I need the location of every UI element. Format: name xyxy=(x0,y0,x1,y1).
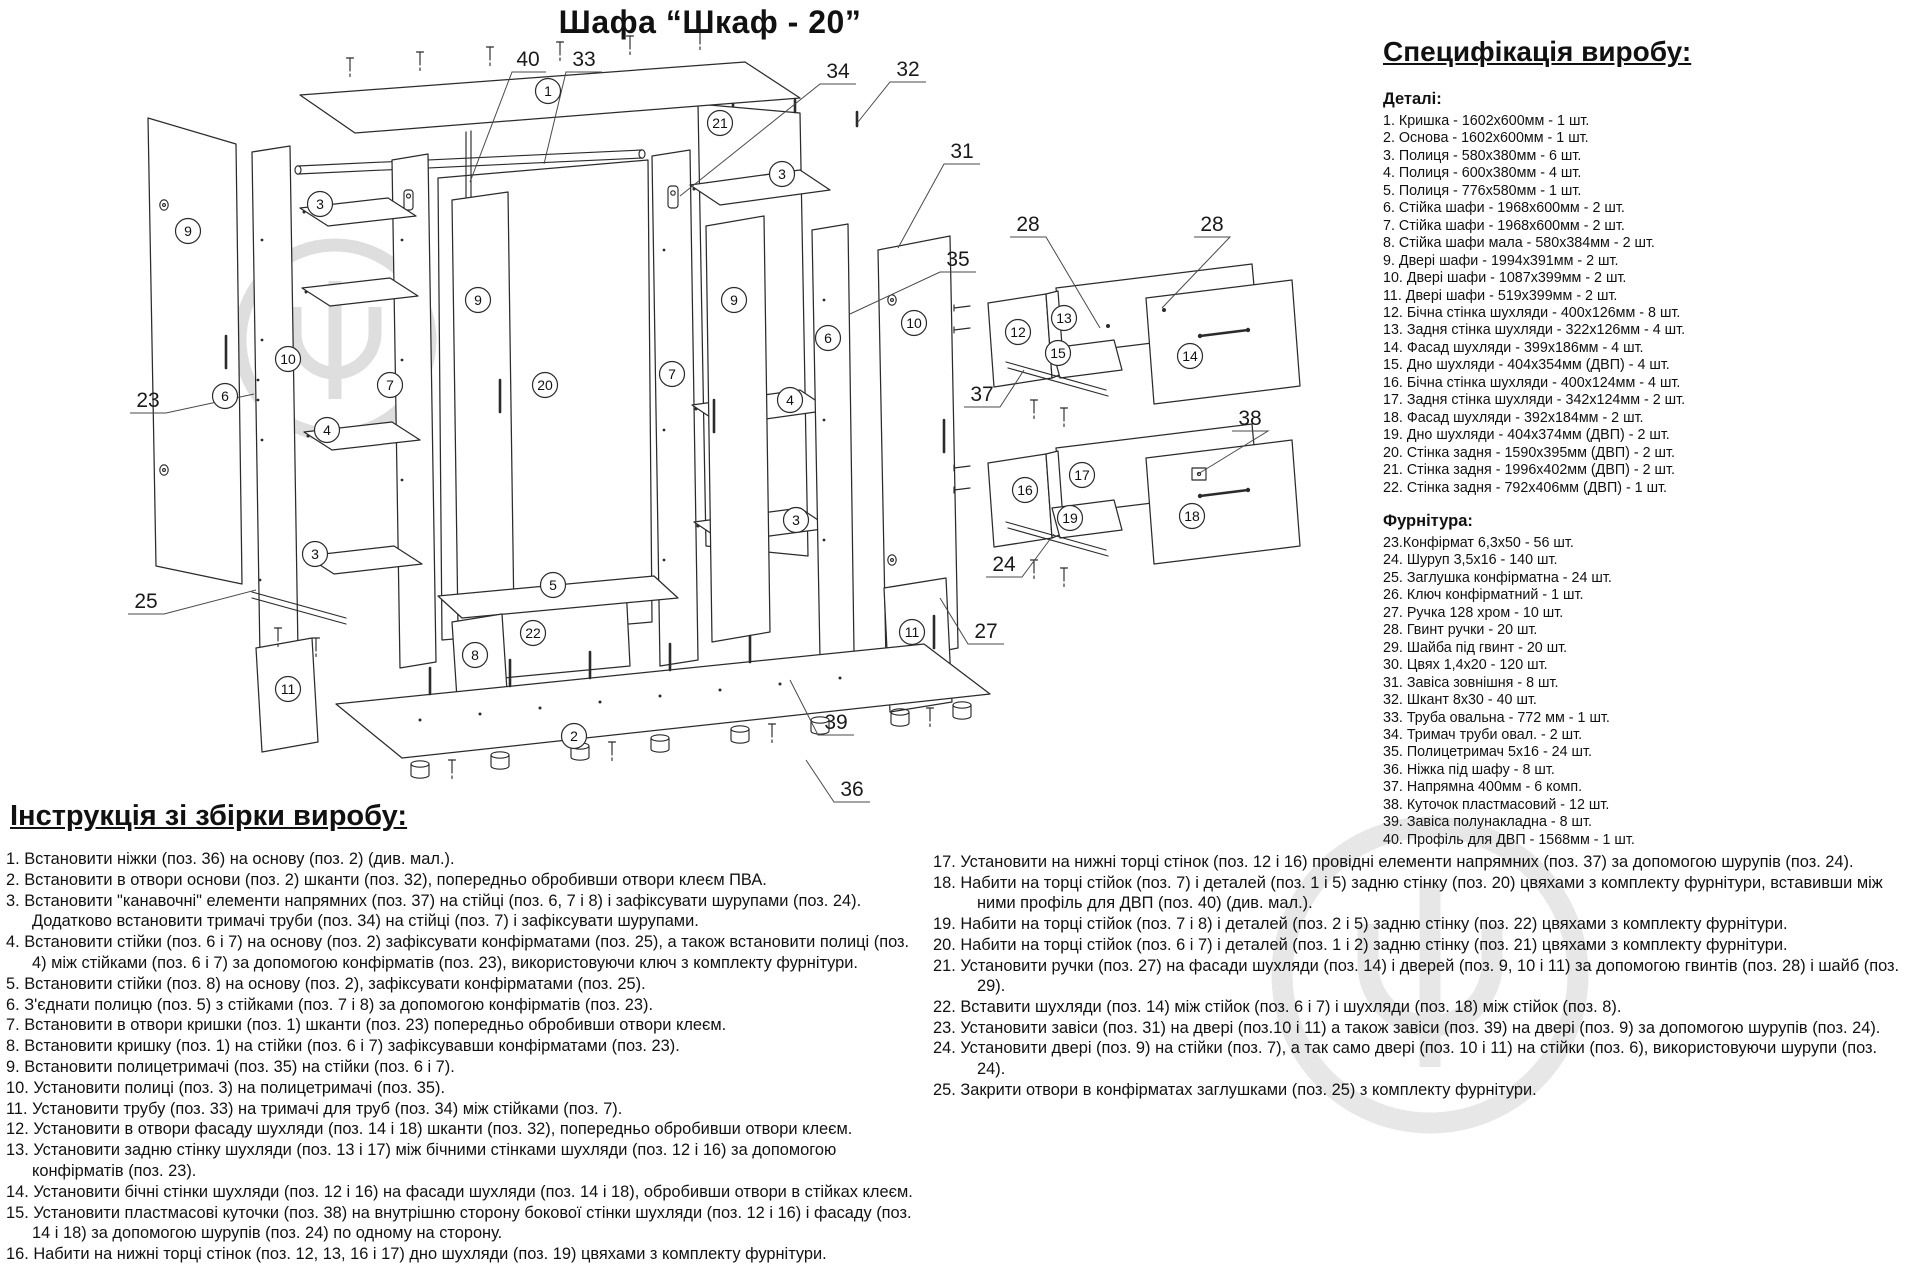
svg-text:14: 14 xyxy=(1182,348,1198,364)
spec-detail-item: 11. Двері шафи - 519х399мм - 2 шт. xyxy=(1383,287,1618,304)
svg-text:21: 21 xyxy=(712,115,728,131)
callout-label: 28 xyxy=(1200,213,1224,236)
svg-text:7: 7 xyxy=(386,377,394,393)
part-marker xyxy=(521,621,546,646)
part-marker xyxy=(276,677,301,702)
callout-label: 40 xyxy=(516,48,540,71)
spec-detail-item: 22. Стінка задня - 792х406мм (ДВП) - 1 шт. xyxy=(1383,479,1668,496)
stanchion-panel xyxy=(392,154,436,668)
svg-text:8: 8 xyxy=(471,647,479,663)
svg-text:3: 3 xyxy=(792,512,800,528)
spec-detail-item: 15. Дно шухляди - 404х354мм (ДВП) - 4 шт. xyxy=(1383,357,1670,374)
instruction-item: 10. Установити полиці (поз. 3) на полицетримачі (поз. 35). xyxy=(6,1078,445,1097)
spec-hardware-item: 33. Труба овальна - 772 мм - 1 шт. xyxy=(1383,709,1610,726)
callout-label: 39 xyxy=(824,711,848,734)
instruction-item: 1. Встановити ніжки (поз. 36) на основу (поз. 2) (див. мал.). xyxy=(6,850,455,868)
spec-detail-item: 5. Полиця - 776х580мм - 1 шт. xyxy=(1383,182,1582,199)
stanchion-panel xyxy=(252,146,298,658)
spec-detail-item: 1. Кришка - 1602х600мм - 1 шт. xyxy=(1383,113,1590,129)
part-marker xyxy=(660,362,685,387)
callout-label: 36 xyxy=(840,778,864,801)
instruction-item: 9. Встановити полицетримачі (поз. 35) на стійки (поз. 6 і 7). xyxy=(6,1057,455,1076)
svg-text:7: 7 xyxy=(668,366,676,382)
stanchion-panel xyxy=(812,224,854,658)
svg-text:18: 18 xyxy=(1184,508,1200,524)
spec-hardware-item: 23.Конфірмат 6,3х50 - 56 шт. xyxy=(1383,534,1574,551)
part-marker xyxy=(176,219,201,244)
part-marker xyxy=(1070,463,1095,488)
svg-text:15: 15 xyxy=(1050,345,1066,361)
instruction-item: 11. Установити трубу (поз. 33) на тримачі для труб (поз. 34) між стійками (поз. 7). xyxy=(6,1099,623,1118)
callout-label: 34 xyxy=(826,60,850,83)
spec-hardware-item: 32. Шкант 8х30 - 40 шт. xyxy=(1383,692,1537,709)
instruction-item: 3. Встановити "канавочні" елементи напрямних (поз. 37) на стійці (поз. 6, 7 і 8) і зафіксувати шурупами (поз. 24). Додатково встановити тримачі труби (поз. 34) на стійці (поз. 7) і зафіксувати шурупами. xyxy=(6,891,862,931)
spec-hardware-item: 28. Гвинт ручки - 20 шт. xyxy=(1383,622,1538,639)
hardware-list xyxy=(1383,535,1903,849)
spec-hardware-item: 27. Ручка 128 хром - 10 шт. xyxy=(1383,604,1564,621)
instruction-item: 23. Установити завіси (поз. 31) на двері (поз.10 і 11) а також завіси (поз. 39) на двері (поз. 9) за допомогою шурупів (поз. 24). xyxy=(933,1018,1881,1037)
instructions-right-column xyxy=(933,852,1901,1100)
part-marker xyxy=(308,192,333,217)
wardrobe-drawing xyxy=(148,31,990,779)
instruction-item: 18. Набити на торці стійок (поз. 7) і деталей (поз. 1 і 5) задню стінку (поз. 20) цвяхами з комплекту фурнітури, вставивши між ними профіль для ДВП (поз. 40) (див. мал.). xyxy=(933,873,1883,913)
spec-hardware-item: 29. Шайба під гвинт - 20 шт. xyxy=(1383,639,1568,656)
spec-hardware-item: 34. Тримач труби овал. - 2 шт. xyxy=(1383,726,1583,743)
callout-label: 31 xyxy=(950,140,974,163)
screw-icon xyxy=(954,465,970,493)
svg-text:9: 9 xyxy=(184,223,192,239)
spec-detail-item: 20. Стінка задня - 1590х395мм (ДВП) - 2 шт. xyxy=(1383,444,1675,461)
svg-text:3: 3 xyxy=(316,196,324,212)
spec-hardware-item: 25. Заглушка конфірматна - 24 шт. xyxy=(1383,569,1612,586)
spec-detail-item: 16. Бічна стінка шухляди - 400х124мм - 4 шт. xyxy=(1383,374,1681,391)
svg-text:19: 19 xyxy=(1062,510,1078,526)
spec-hardware-item: 30. Цвях 1,4х20 - 120 шт. xyxy=(1383,657,1548,674)
spec-hardware-item: 36. Ніжка під шафу - 8 шт. xyxy=(1383,761,1555,778)
part-marker xyxy=(708,111,733,136)
svg-text:3: 3 xyxy=(311,546,319,562)
callout-label: 33 xyxy=(572,48,596,71)
spec-detail-item: 2. Основа - 1602х600мм - 1 шт. xyxy=(1383,130,1589,147)
spec-detail-item: 19. Дно шухляди - 404х374мм (ДВП) - 2 шт. xyxy=(1383,427,1670,444)
spec-detail-item: 21. Стінка задня - 1996х402мм (ДВП) - 2 шт. xyxy=(1383,462,1675,479)
spec-detail-item: 8. Стійка шафи мала - 580х384мм - 2 шт. xyxy=(1383,235,1655,252)
page-title: Шафа “Шкаф - 20” xyxy=(558,4,862,40)
drawer-facade xyxy=(1146,280,1300,404)
svg-text:6: 6 xyxy=(221,388,229,404)
instruction-item: 7. Встановити в отвори кришки (поз. 1) шканти (поз. 23) попередньо обробивши отвори клеєм. xyxy=(6,1016,727,1035)
specification-heading: Специфікація виробу: xyxy=(1383,36,1692,67)
svg-text:4: 4 xyxy=(323,422,331,438)
svg-text:9: 9 xyxy=(730,292,738,308)
svg-text:13: 13 xyxy=(1056,310,1072,326)
svg-text:10: 10 xyxy=(906,315,922,331)
door-panel xyxy=(706,216,770,642)
instruction-item: 2. Встановити в отвори основи (поз. 2) шканти (поз. 32), попередньо обробивши отвори клеєм ПВА. xyxy=(6,870,767,889)
instruction-item: 14. Установити бічні стінки шухляди (поз. 12 і 16) на фасади шухляди (поз. 14 і 18), обробивши отвори в стійках клеєм. xyxy=(6,1182,913,1201)
svg-text:22: 22 xyxy=(525,625,541,641)
spec-detail-item: 17. Задня стінка шухляди - 342х124мм - 2 шт. xyxy=(1383,392,1686,409)
door-panel xyxy=(452,192,514,628)
part-marker xyxy=(902,311,927,336)
part-marker xyxy=(778,388,803,413)
part-marker xyxy=(770,162,795,187)
part-marker xyxy=(315,418,340,443)
screw-icon xyxy=(954,305,970,333)
spec-detail-item: 12. Бічна стінка шухляди - 400х126мм - 8 шт. xyxy=(1383,304,1681,321)
instruction-item: 20. Набити на торці стійок (поз. 6 і 7) і деталей (поз. 1 і 2) задню стінку (поз. 21) цвяхами з комплекту фурнітури. xyxy=(933,935,1788,954)
part-marker xyxy=(722,288,747,313)
svg-text:11: 11 xyxy=(280,681,296,697)
part-marker xyxy=(1058,506,1083,531)
svg-text:2: 2 xyxy=(570,728,578,744)
spec-hardware-item: 38. Куточок пластмасовий - 12 шт. xyxy=(1383,796,1610,813)
details-list xyxy=(1383,113,1903,497)
svg-text:10: 10 xyxy=(280,351,296,367)
spec-hardware-item: 26. Ключ конфірматний - 1 шт. xyxy=(1383,587,1584,604)
spec-hardware-item: 31. Завіса зовнішня - 8 шт. xyxy=(1383,674,1559,691)
part-marker xyxy=(1180,504,1205,529)
part-marker xyxy=(213,384,238,409)
callout-label: 32 xyxy=(896,58,920,81)
instruction-item: 21. Установити ручки (поз. 27) на фасади шухляди (поз. 14) і дверей (поз. 9, 10 і 11) за допомогою гвинтів (поз. 28) і шайб (поз. 29). xyxy=(933,956,1900,996)
part-marker xyxy=(1006,320,1031,345)
part-marker xyxy=(303,542,328,567)
instructions-heading: Інструкція зі збірки виробу: xyxy=(10,800,408,832)
instruction-item: 8. Встановити кришку (поз. 1) на стійки (поз. 6 і 7) зафіксувавши конфірматами (поз. 23). xyxy=(6,1037,680,1056)
callout-label: 37 xyxy=(970,383,994,406)
spec-detail-item: 4. Полиця - 600х380мм - 4 шт. xyxy=(1383,165,1582,182)
part-marker xyxy=(1052,306,1077,331)
spec-detail-item: 3. Полиця - 580х380мм - 6 шт. xyxy=(1383,147,1582,164)
part-marker xyxy=(541,573,566,598)
instruction-item: 17. Установити на нижні торці стінок (поз. 12 і 16) провідні елементи напрямних (поз. 37) за допомогою шурупів (поз. 24). xyxy=(933,853,1854,871)
svg-text:17: 17 xyxy=(1074,467,1090,483)
hardware-heading: Фурнітура: xyxy=(1383,511,1473,530)
instruction-item: 15. Установити пластмасові куточки (поз. 38) на внутрішню сторону бокової стінки шухляди (поз. 12 і 16) і фасаду (поз. 14 і 18) за допомогою шурупів (поз. 24) по одному на сторону. xyxy=(6,1203,912,1243)
part-marker xyxy=(1013,478,1038,503)
part-marker xyxy=(1178,344,1203,369)
part-marker xyxy=(276,347,301,372)
callout-label: 23 xyxy=(136,389,160,412)
svg-text:4: 4 xyxy=(786,392,794,408)
specification-panel xyxy=(1383,36,1903,849)
spec-hardware-item: 35. Полицетримач 5х16 - 24 шт. xyxy=(1383,744,1592,761)
spec-detail-item: 13. Задня стінка шухляди - 322х126мм - 4 шт. xyxy=(1383,322,1686,339)
spec-hardware-item: 24. Шуруп 3,5х16 - 140 шт. xyxy=(1383,552,1558,569)
part-marker xyxy=(784,508,809,533)
door-panel xyxy=(148,118,242,584)
spec-hardware-item: 37. Напрямна 400мм - 6 комп. xyxy=(1383,779,1583,796)
callout-label: 27 xyxy=(974,620,998,643)
spec-hardware-item: 39. Завіса полунакладна - 8 шт. xyxy=(1383,814,1592,831)
drawer-assembly-top xyxy=(954,264,1300,427)
details-heading: Деталі: xyxy=(1383,90,1442,108)
spec-detail-item: 10. Двері шафи - 1087х399мм - 2 шт. xyxy=(1383,270,1627,287)
spec-detail-item: 6. Стійка шафи - 1968х600мм - 2 шт. xyxy=(1383,200,1625,217)
svg-text:9: 9 xyxy=(474,292,482,308)
part-marker xyxy=(463,643,488,668)
svg-text:11: 11 xyxy=(904,624,920,640)
callout-label: 35 xyxy=(946,248,970,271)
spec-detail-item: 7. Стійка шафи - 1968х600мм - 2 шт. xyxy=(1383,217,1625,234)
callout-label: 38 xyxy=(1238,407,1262,430)
part-marker xyxy=(1046,341,1071,366)
callout-label: 28 xyxy=(1016,213,1040,236)
svg-text:12: 12 xyxy=(1010,324,1026,340)
svg-text:16: 16 xyxy=(1017,482,1033,498)
instruction-item: 4. Встановити стійки (поз. 6 і 7) на основу (поз. 2) зафіксувати конфірматами (поз. 25), а також встановити полиці (поз. 4) між стійками (поз. 6 і 7) за допомогою конфірматів (поз. 23), використовуючи ключ з комплекту фурнітури. xyxy=(6,933,910,972)
instruction-item: 12. Установити в отвори фасаду шухляди (поз. 14 і 18) шканти (поз. 32), попередньо обробивши отвори клеєм. xyxy=(6,1120,853,1139)
svg-text:5: 5 xyxy=(549,577,557,593)
instruction-item: 24. Установити двері (поз. 9) на стійки (поз. 7), а так само двері (поз. 10 і 11) на стійки (поз. 6), використовуючи шурупи (поз. 24). xyxy=(933,1039,1878,1079)
instruction-item: 16. Набити на нижні торці стінок (поз. 12, 13, 16 і 17) дно шухляди (поз. 19) цвяхами з комплекту фурнітури. xyxy=(6,1245,827,1264)
part-marker xyxy=(378,373,403,398)
instruction-item: 5. Встановити стійки (поз. 8) на основу (поз. 2), зафіксувати конфірматами (поз. 25). xyxy=(6,974,646,993)
spec-detail-item: 14. Фасад шухляди - 399х186мм - 4 шт. xyxy=(1383,339,1644,356)
spec-detail-item: 18. Фасад шухляди - 392х184мм - 2 шт. xyxy=(1383,409,1644,426)
spec-detail-item: 9. Двері шафи - 1994х391мм - 2 шт. xyxy=(1383,252,1619,269)
callout-label: 24 xyxy=(992,553,1016,576)
part-marker xyxy=(562,724,587,749)
part-marker xyxy=(816,326,841,351)
svg-text:1: 1 xyxy=(544,83,552,99)
instruction-item: 22. Вставити шухляди (поз. 14) між стійок (поз. 6 і 7) і шухляди (поз. 18) між стійок (поз. 8). xyxy=(933,997,1622,1016)
part-marker xyxy=(533,373,558,398)
instruction-item: 25. Закрити отвори в конфірматах заглушками (поз. 25) з комплекту фурнітури. xyxy=(933,1080,1537,1099)
svg-text:6: 6 xyxy=(824,330,832,346)
svg-text:3: 3 xyxy=(778,166,786,182)
part-marker xyxy=(900,620,925,645)
part-marker xyxy=(466,288,491,313)
instructions-left-column xyxy=(6,849,928,1265)
instruction-item: 19. Набити на торці стійок (поз. 7 і 8) і деталей (поз. 2 і 5) задню стінку (поз. 22) цвяхами з комплекту фурнітури. xyxy=(933,915,1788,934)
part-marker xyxy=(536,79,561,104)
svg-text:20: 20 xyxy=(537,377,553,393)
instruction-item: 13. Установити задню стінку шухляди (поз. 13 і 17) між бічними стінками шухляди (поз. 12 і 16) за допомогою конфірматів (поз. 23). xyxy=(6,1141,837,1180)
instruction-item: 6. З'єднати полицю (поз. 5) з стійками (поз. 7 і 8) за допомогою конфірматів (поз. 23). xyxy=(6,995,654,1014)
callout-label: 25 xyxy=(134,590,158,613)
spec-hardware-item: 40. Профіль для ДВП - 1568мм - 1 шт. xyxy=(1383,831,1635,848)
